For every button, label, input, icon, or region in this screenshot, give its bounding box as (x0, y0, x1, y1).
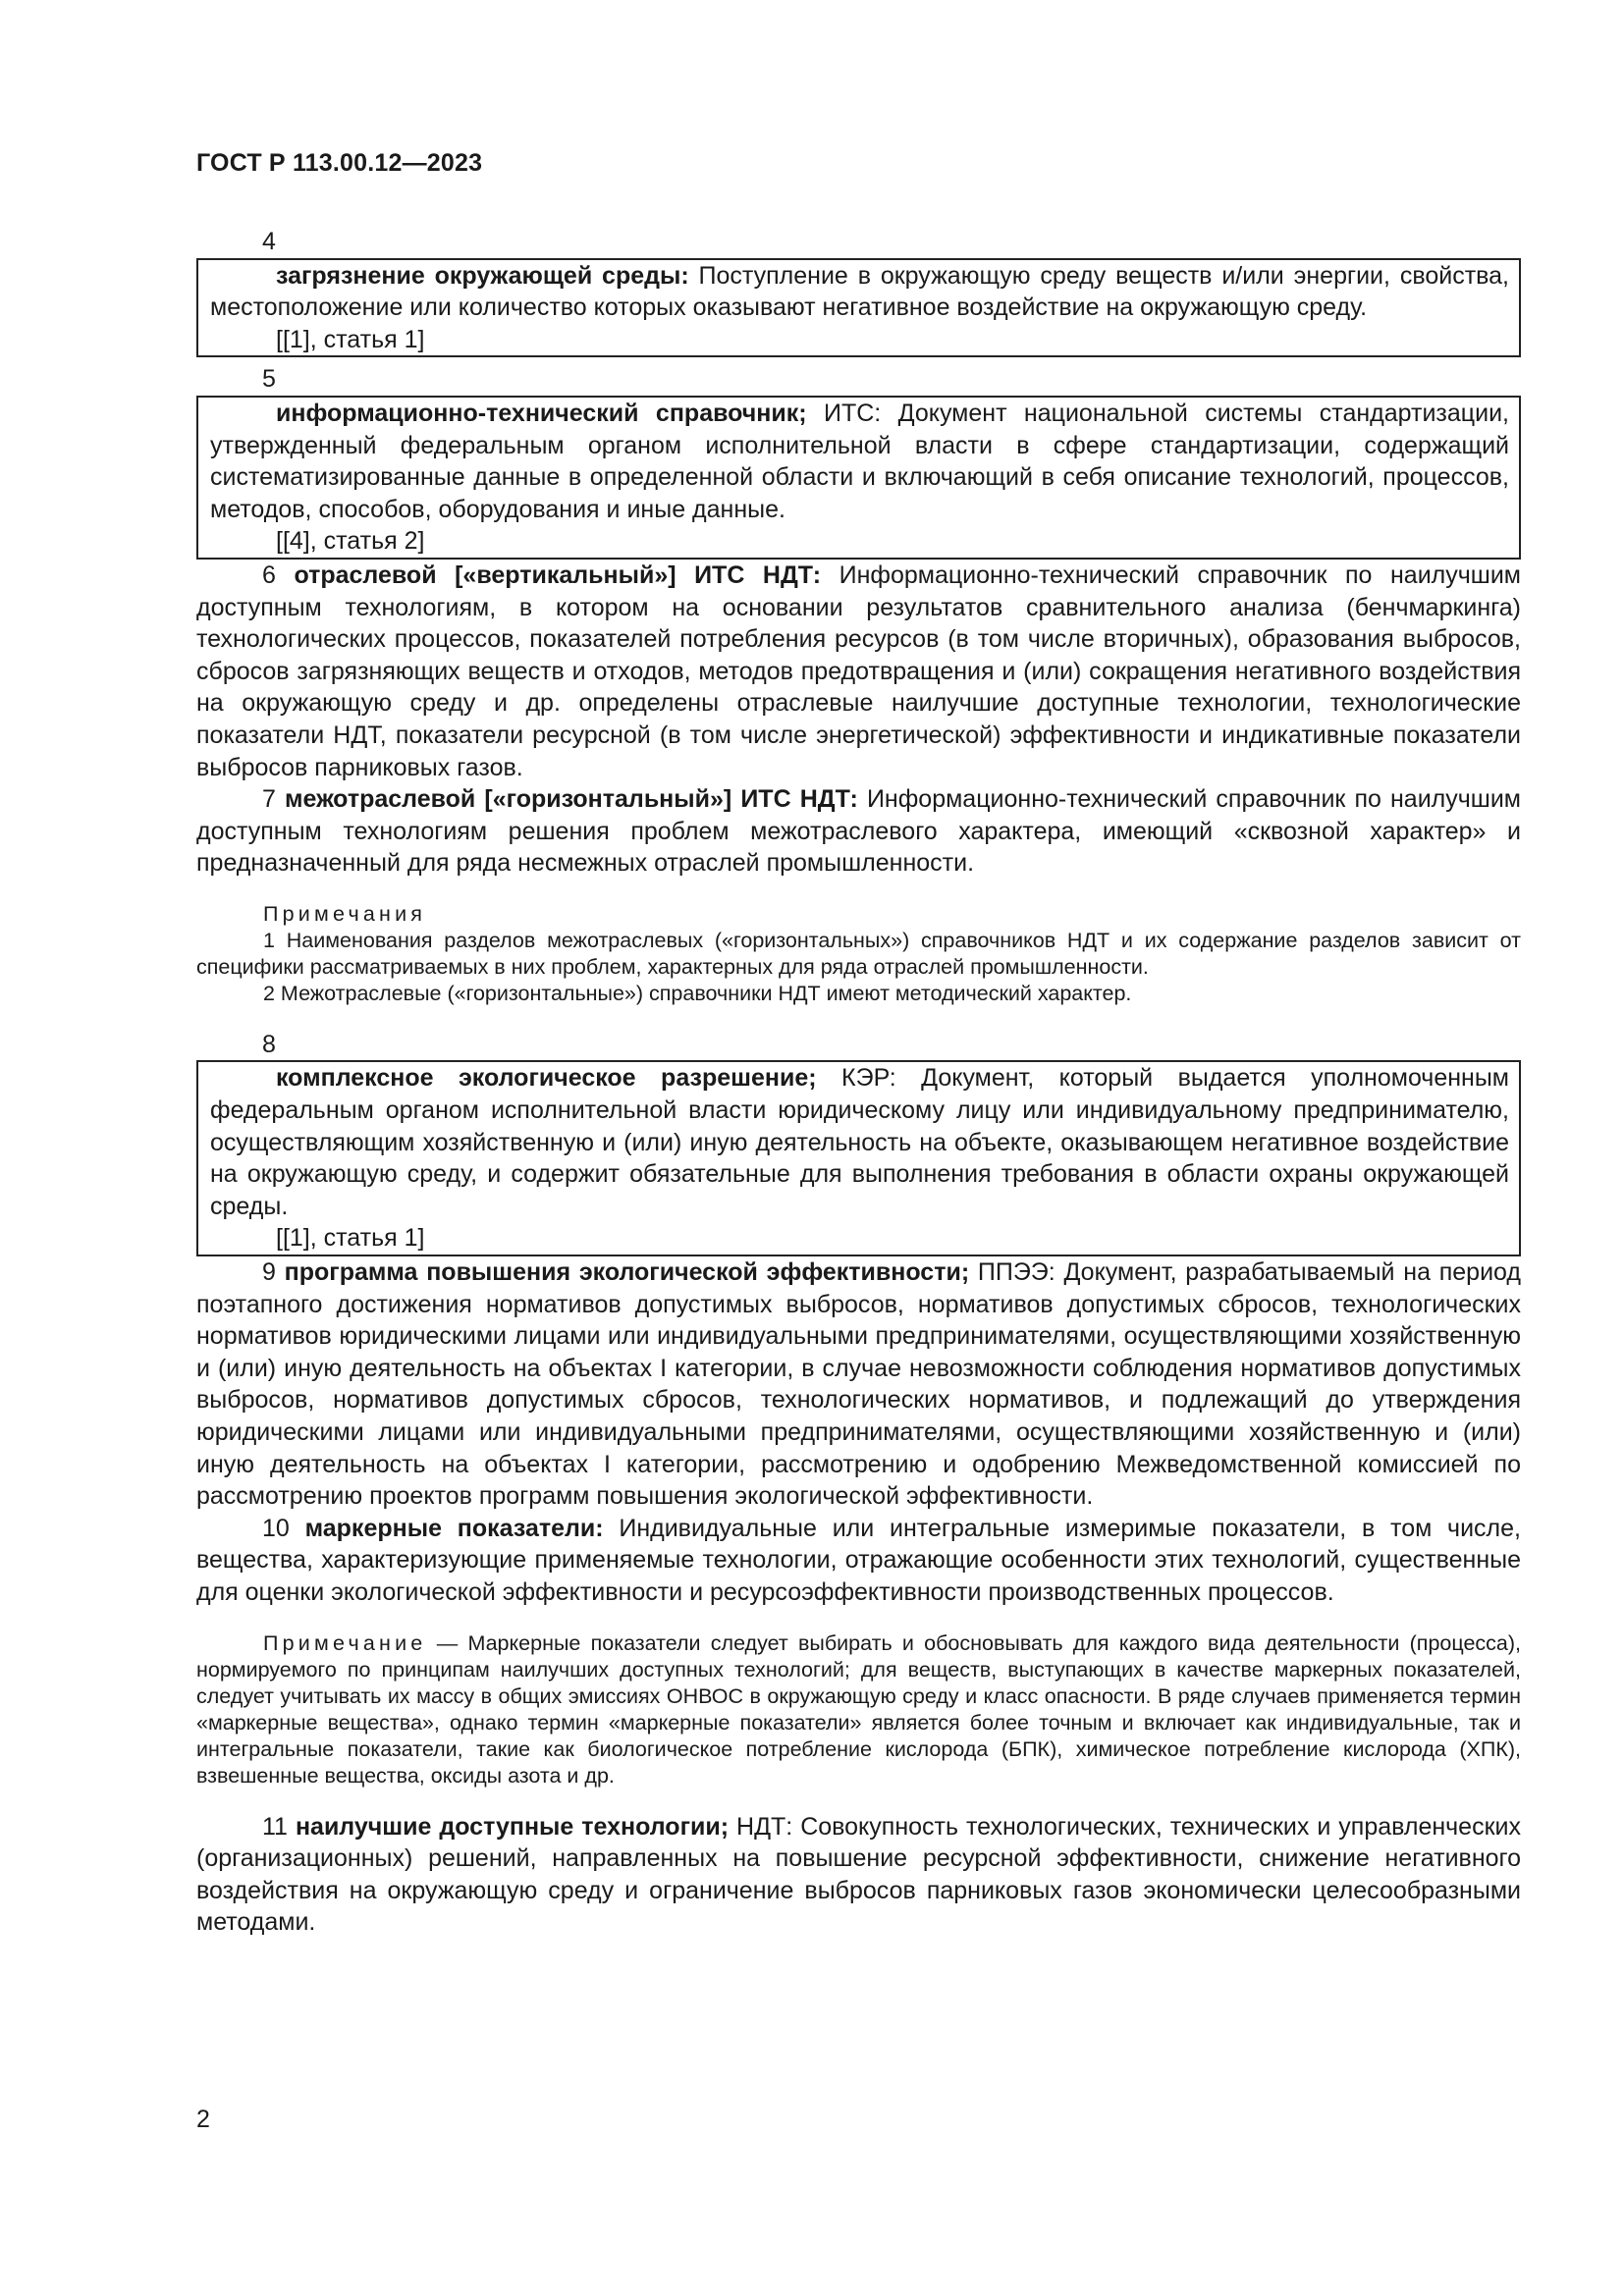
source-8: [[1], статья 1] (276, 1224, 425, 1253)
term-11: наилучшие доступные технологии; (295, 1812, 730, 1841)
term-7: межотраслевой [«горизонтальный»] ИТС НДТ: (285, 785, 858, 814)
definition-text-9: ППЭЭ: Документ, разрабатываемый на период поэтапного достижения нормативов допустимых выбросов, нормативов допустимых сбросов, технологических нормативов юридическими лицами или индивидуальными предпринимателями, осуществляющими хозяйственную и (или) иную деятельность на объектах I категории, в случае невозможности соблюдения нормативов допустимых выбросов, нормативов допустимых сбросов, технологических нормативов, и подлежащий до утверждения юридическими лицами или индивидуальными предпринимателями, осуществляющими хозяйственную и (или) иную деятельность на объектах I категории, рассмотрению и одобрению Межведомственной комиссией по рассмотрению проектов программ повышения экологической эффективности. (196, 1258, 1521, 1511)
definition-box-8 (196, 1060, 1521, 1256)
entry-number-6: 6 (262, 561, 295, 589)
definition-5 (210, 398, 1509, 525)
notes-10-heading: Примечание (263, 1630, 427, 1655)
definition-text-6: Информационно-технический справочник по наилучшим доступным технологиям, в котором на основании результатов сравнительного анализа (бенчмаркинга) технологических процессов, показателей потребления ресурсов (в том числе вторичных), образования выбросов, сбросов загрязняющих веществ и отходов, методов предотвращения и (или) сокращения негативного воздействия на окружающую среду и др. определены отраслевые наилучшие доступные технологии, технологические показатели НДТ, показатели ресурсной (в том числе энергетической) эффективности и индикативные показатели выбросов парниковых газов. (196, 561, 1521, 781)
entry-number-8: 8 (262, 1030, 276, 1058)
notes-7 (196, 901, 1521, 1007)
definition-text-7: Информационно-технический справочник по наилучшим доступным технологиям решения проблем межотраслевого характера, имеющий «сквозной характер» и предназначенный для ряда несмежных отраслей промышленности. (196, 785, 1521, 878)
definition-4 (210, 260, 1509, 324)
definition-box-5 (196, 396, 1521, 560)
source-5: [[4], статья 2] (276, 527, 425, 556)
term-5: информационно-технический справочник; (276, 399, 807, 427)
definition-box-4 (196, 258, 1521, 358)
term-8: комплексное экологическое разрешение; (276, 1064, 817, 1093)
page-number: 2 (196, 2106, 210, 2133)
definition-text-11: НДТ: Совокупность технологических, технических и управленческих (организационных) решений, направленных на повышение ресурсной эффективности, снижение негативного воздействия на окружающую среду и ограничение выбросов парниковых газов экономически целесообразными методами. (196, 1812, 1521, 1937)
entry-number-10: 10 (262, 1514, 305, 1542)
entry-number-4: 4 (262, 228, 276, 255)
note-10-text: — Маркерные показатели следует выбирать и обосновывать для каждого вида деятельности (процесса), нормируемого по принципам наилучших доступных технологий; для веществ, выступающих в качестве маркерных показателей, следует учитывать их массу в общих эмиссиях ОНВОС в окружающую среду и класс опасности. В ряде случаев применяется термин «маркерные вещества», однако термин «маркерные показатели» является более точным и включает как индивидуальные, так и интегральные показатели, такие как биологическое потребление кислорода (БПК), химическое потребление кислорода (ХПК), взвешенные вещества, оксиды азота и др. (196, 1630, 1521, 1788)
definition-10 (196, 1513, 1521, 1609)
definition-text-10: Индивидуальные или интегральные измеримые показатели, в том числе, вещества, характеризующие применяемые технологии, отражающие особенности этих технологий, существенные для оценки экологической эффективности и ресурсоэффективности производственных процессов. (196, 1514, 1521, 1606)
source-4: [[1], статья 1] (276, 325, 425, 353)
definition-text-4: Поступление в окружающую среду веществ и/или энергии, свойства, местоположение или количество которых оказывают негативное воздействие на окружающую среду. (210, 261, 1509, 322)
term-9: программа повышения экологической эффективности; (284, 1258, 970, 1287)
definition-text-5: ИТС: Документ национальной системы стандартизации, утвержденный федеральным органом исполнительной власти в сфере стандартизации, содержащий систематизированные данные в определенной области и включающий в себя описание технологий, процессов, методов, способов, оборудования и иные данные. (210, 399, 1509, 523)
note-7-2: 2 Межотраслевые («горизонтальные») справочники НДТ имеют методический характер. (263, 981, 1132, 1005)
entry-number-11: 11 (262, 1812, 296, 1841)
entry-number-7: 7 (262, 785, 286, 814)
definition-9 (196, 1256, 1521, 1513)
definition-11 (196, 1811, 1521, 1939)
note-10 (196, 1630, 1521, 1789)
entry-number-5: 5 (262, 365, 276, 394)
document-header: ГОСТ Р 113.00.12—2023 (196, 149, 483, 177)
definition-text-8: КЭР: Документ, который выдается уполномоченным федеральным органом исполнительной власти юридическому лицу или индивидуальному предпринимателю, осуществляющим хозяйственную и (или) иную деятельность на объекте, оказывающем негативное воздействие на окружающую среду, и содержит обязательные для выполнения требования в области охраны окружающей среды. (210, 1064, 1509, 1220)
term-6: отраслевой [«вертикальный»] ИТС НДТ: (294, 561, 822, 589)
term-10: маркерные показатели: (304, 1514, 604, 1542)
notes-7-heading: Примечания (263, 901, 427, 926)
definition-7 (196, 783, 1521, 880)
term-4: загрязнение окружающей среды: (276, 261, 689, 290)
definition-6 (196, 560, 1521, 783)
document-body (196, 226, 1521, 1939)
notes-10 (196, 1630, 1521, 1789)
entry-number-9: 9 (262, 1258, 285, 1287)
definition-8 (210, 1062, 1509, 1222)
note-7-1: 1 Наименования разделов межотраслевых («горизонтальных») справочников НДТ и их содержание разделов зависит от специфики рассматриваемых в них проблем, характерных для ряда отраслей промышленности. (196, 928, 1521, 979)
